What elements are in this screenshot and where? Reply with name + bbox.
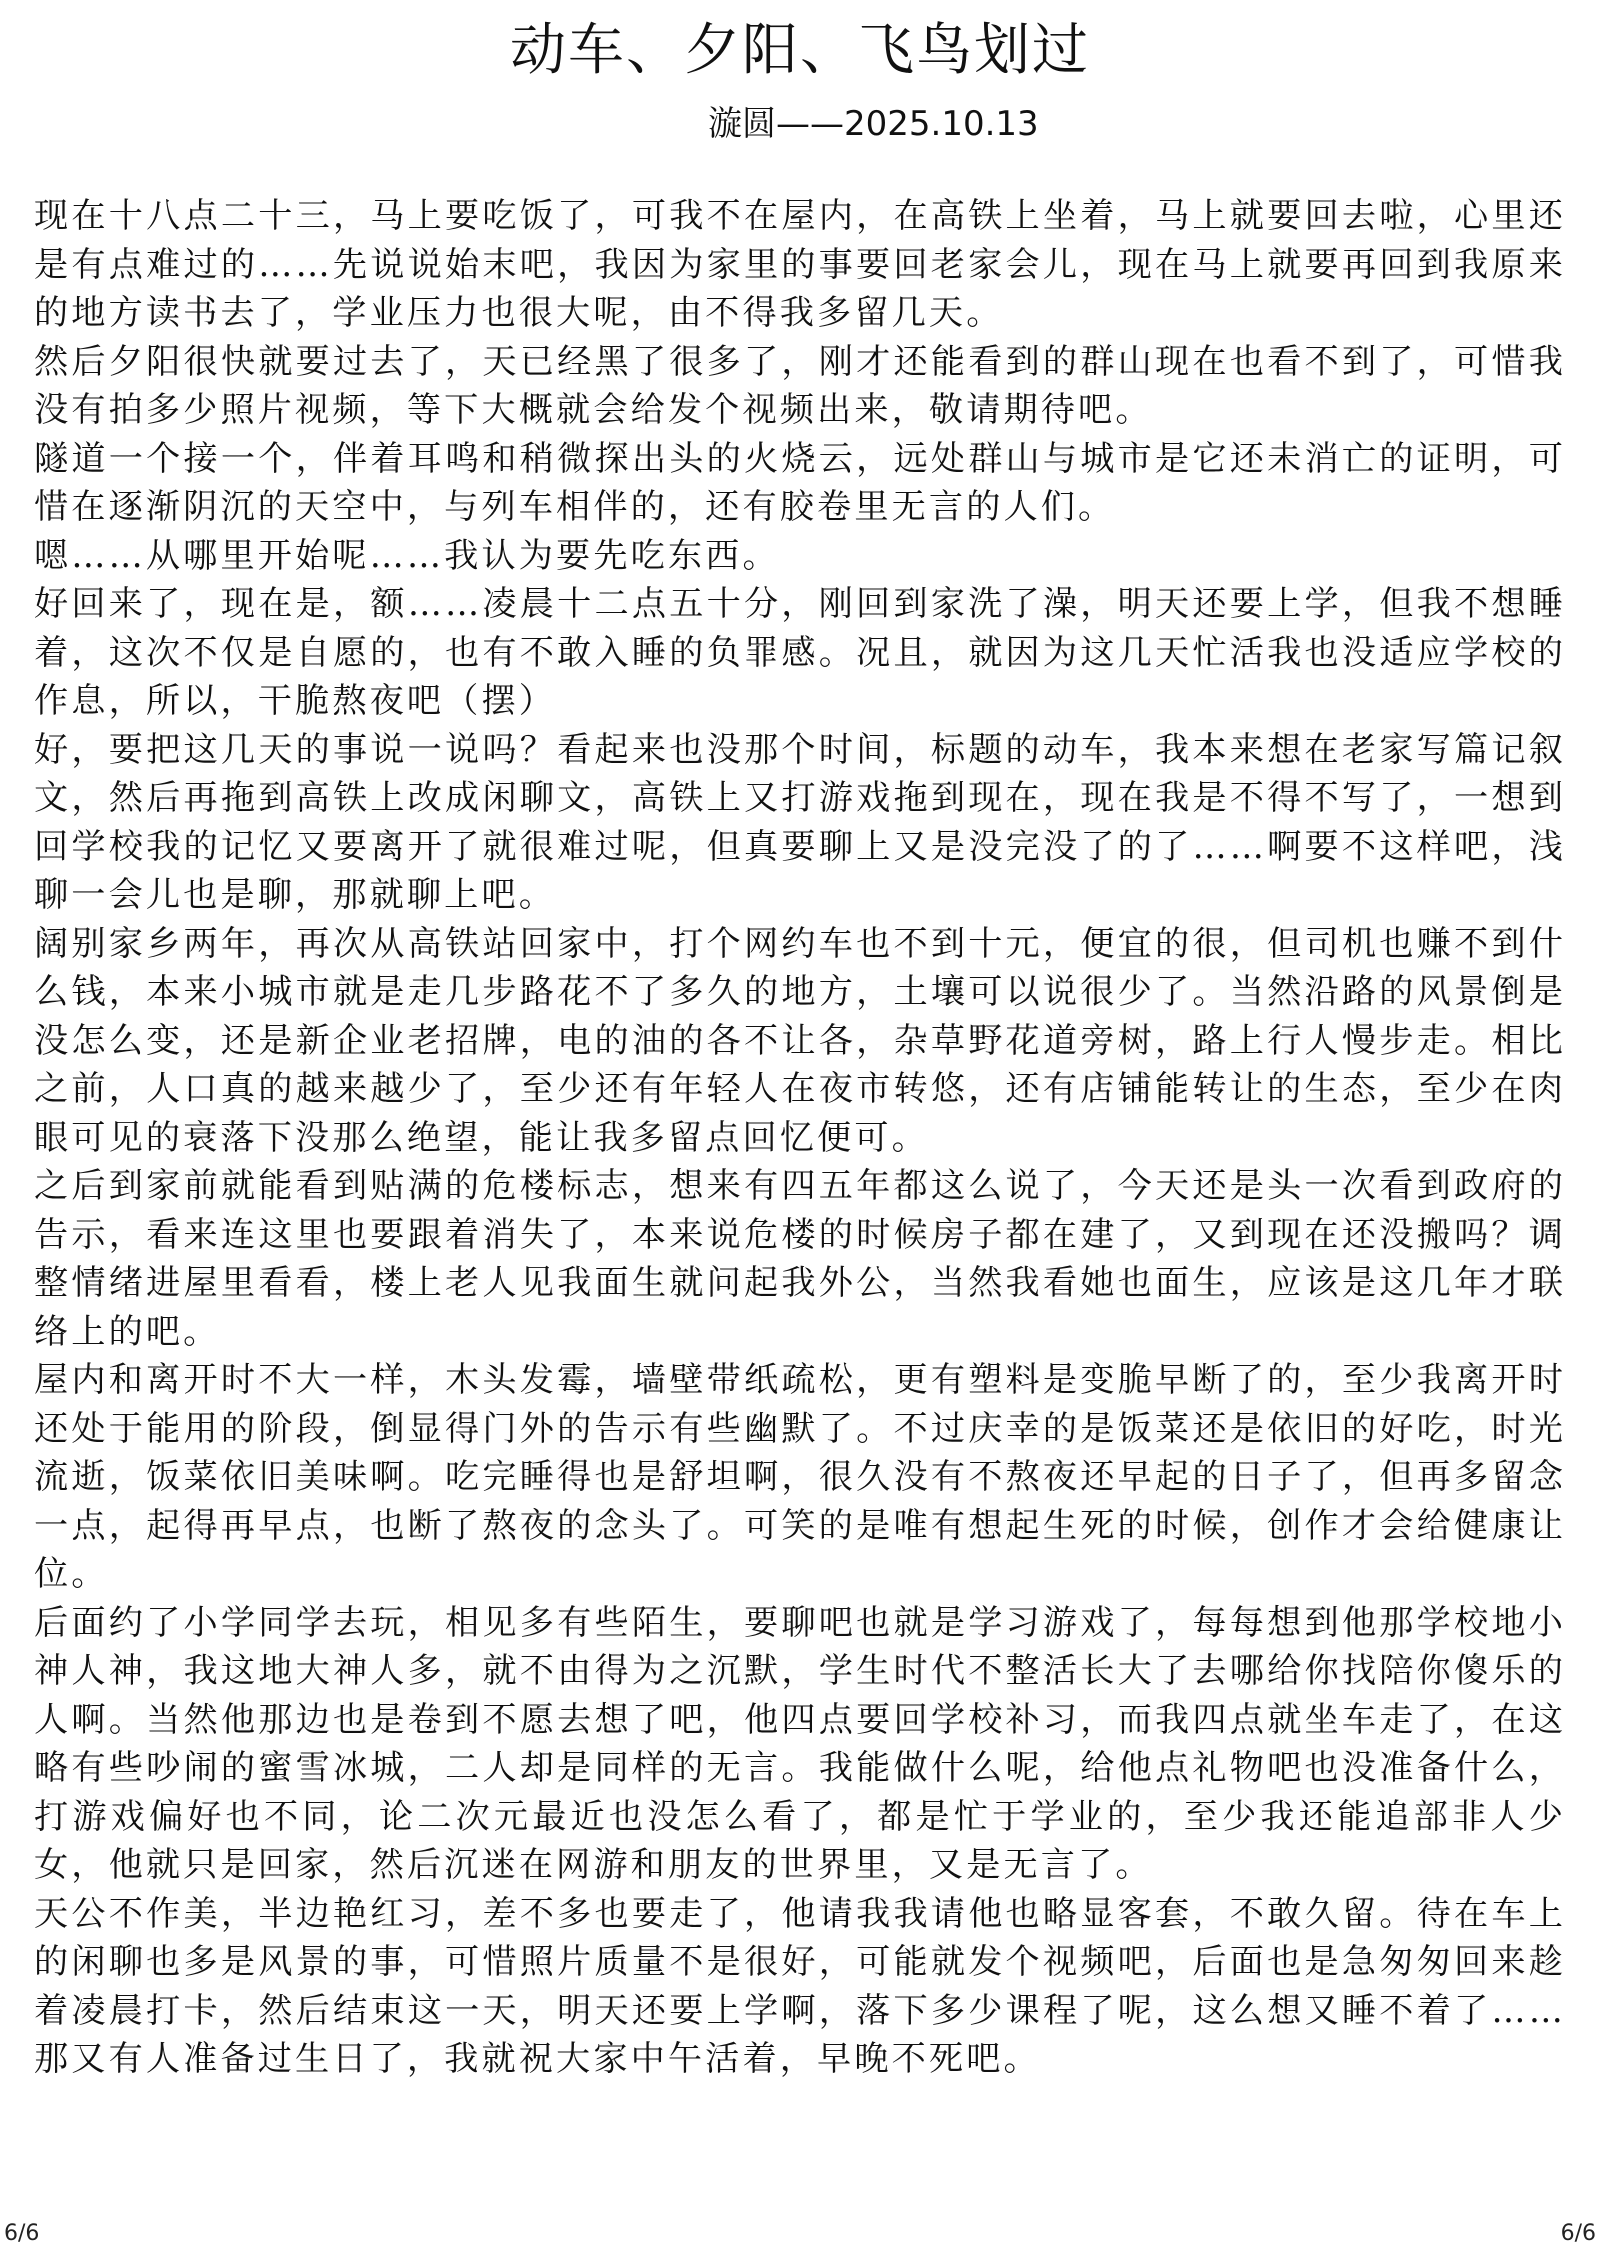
paragraph: 之后到家前就能看到贴满的危楼标志，想来有四五年都这么说了，今天还是头一次看到政府的告示，看来连这里也要跟着消失了，本来说危楼的时候房子都在建了，又到现在还没搬吗？调整情绪进屋里看看，楼上老人见我面生就问起我外公，当然我看她也面生，应该是这几年才联络上的吧。: [34, 1166, 1566, 1352]
document-title: 动车、夕阳、飞鸟划过: [510, 18, 1090, 83]
paragraph: 隧道一个接一个，伴着耳鸣和稍微探出头的火烧云，远处群山与城市是它还未消亡的证明，可惜在逐渐阴沉的天空中，与列车相伴的，还有胶卷里无言的人们。: [34, 438, 1566, 527]
paragraph: 屋内和离开时不大一样，木头发霉，墙壁带纸疏松，更有塑料是变脆早断了的，至少我离开时还处于能用的阶段，倒显得门外的告示有些幽默了。不过庆幸的是饭菜还是依旧的好吃，时光流逝，饭菜依旧美味啊。吃完睡得也是舒坦啊，很久没有不熬夜还早起的日子了，但再多留念一点，起得再早点，也断了熬夜的念头了。可笑的是唯有想起生死的时候，创作才会给健康让位。: [34, 1360, 1566, 1594]
paragraph: 好回来了，现在是，额……凌晨十二点五十分，刚回到家洗了澡，明天还要上学，但我不想睡着，这次不仅是自愿的，也有不敢入睡的负罪感。况且，就因为这几天忙活我也没适应学校的作息，所以，干脆熬夜吧（摆）: [34, 584, 1566, 721]
author-date-byline: 漩圆——2025.10.13: [708, 104, 1039, 144]
page-number-left: 6/6: [4, 2221, 40, 2246]
paragraph: 现在十八点二十三，马上要吃饭了，可我不在屋内，在高铁上坐着，马上就要回去啦，心里还是有点难过的……先说说始末吧，我因为家里的事要回老家会儿，现在马上就要再回到我原来的地方读书去了，学业压力也很大呢，由不得我多留几天。: [34, 196, 1566, 333]
paragraph: 好，要把这几天的事说一说吗？看起来也没那个时间，标题的动车，我本来想在老家写篇记叙文，然后再拖到高铁上改成闲聊文，高铁上又打游戏拖到现在，现在我是不得不写了，一想到回学校我的记忆又要离开了就很难过呢，但真要聊上又是没完没了的了……啊要不这样吧，浅聊一会儿也是聊，那就聊上吧。: [34, 729, 1566, 915]
page-number-right: 6/6: [1560, 2221, 1596, 2246]
paragraph: 天公不作美，半边艳红习，差不多也要走了，他请我我请他也略显客套，不敢久留。待在车上的闲聊也多是风景的事，可惜照片质量不是很好，可能就发个视频吧，后面也是急匆匆回来趁着凌晨打卡，然后结束这一天，明天还要上学啊，落下多少课程了呢，这么想又睡不着了……那又有人准备过生日了，我就祝大家中午活着，早晚不死吧。: [34, 1893, 1566, 2079]
document-body: [34, 192, 1566, 2084]
paragraph: 嗯……从哪里开始呢……我认为要先吃东西。: [34, 535, 780, 576]
paragraph: 后面约了小学同学去玩，相见多有些陌生，要聊吧也就是学习游戏了，每每想到他那学校地小神人神，我这地大神人多，就不由得为之沉默，学生时代不整活长大了去哪给你找陪你傻乐的人啊。当然他那边也是卷到不愿去想了吧，他四点要回学校补习，而我四点就坐车走了，在这略有些吵闹的蜜雪冰城，二人却是同样的无言。我能做什么呢，给他点礼物吧也没准备什么，打游戏偏好也不同，论二次元最近也没怎么看了，都是忙于学业的，至少我还能追部非人少女，他就只是回家，然后沉迷在网游和朋友的世界里，又是无言了。: [34, 1602, 1566, 1885]
paragraph: 阔别家乡两年，再次从高铁站回家中，打个网约车也不到十元，便宜的很，但司机也赚不到什么钱，本来小城市就是走几步路花不了多久的地方，土壤可以说很少了。当然沿路的风景倒是没怎么变，还是新企业老招牌，电的油的各不让各，杂草野花道旁树，路上行人慢步走。相比之前，人口真的越来越少了，至少还有年轻人在夜市转悠，还有店铺能转让的生态，至少在肉眼可见的衰落下没那么绝望，能让我多留点回忆便可。: [34, 923, 1566, 1158]
paragraph: 然后夕阳很快就要过去了，天已经黑了很多了，刚才还能看到的群山现在也看不到了，可惜我没有拍多少照片视频，等下大概就会给发个视频出来，敬请期待吧。: [34, 341, 1566, 430]
